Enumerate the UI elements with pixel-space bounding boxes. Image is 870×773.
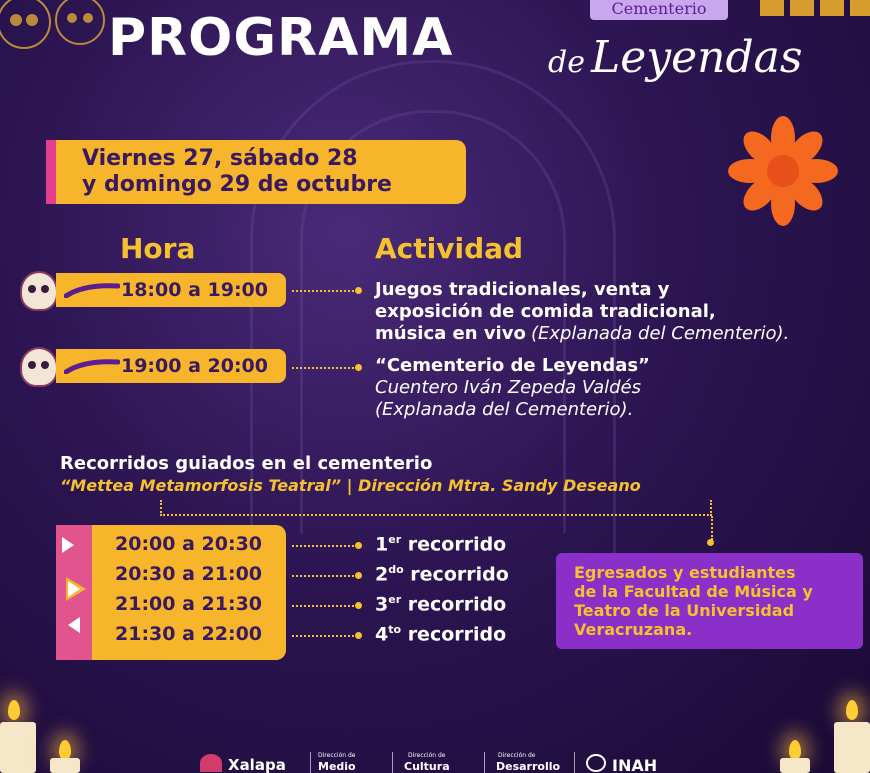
tour-text-4: recorrido xyxy=(407,623,507,646)
tour-label-1 xyxy=(375,533,506,555)
credit-line-4: Veracruzana. xyxy=(574,620,693,639)
column-header-hora: Hora xyxy=(120,232,196,265)
event-dates-line1: Viernes 27, sábado 28 xyxy=(82,146,358,171)
footer-logo-medio: Medio xyxy=(318,760,356,773)
leader-dots xyxy=(292,367,354,369)
triangle-arrow-icon xyxy=(56,525,92,660)
xalapa-logo-icon xyxy=(200,754,222,772)
column-header-actividad: Actividad xyxy=(375,232,524,265)
tours-section-heading: Recorridos guiados en el cementerio xyxy=(60,453,433,474)
footer-logo-cultura: Cultura xyxy=(404,760,450,773)
tour-text-2: recorrido xyxy=(410,563,509,586)
bullet-point xyxy=(355,572,362,579)
tour-number-2: 2 xyxy=(375,563,389,586)
activity-1-location: (Explanada del Cementerio). xyxy=(530,323,790,344)
tour-number-3: 3 xyxy=(375,593,389,616)
tour-ordinal-2: do xyxy=(388,563,404,576)
schedule-time-2 xyxy=(56,349,286,383)
footer-logo-3-small: Dirección de xyxy=(408,752,446,759)
event-dates-line2: y domingo 29 de octubre xyxy=(82,172,392,197)
footer-separator xyxy=(310,752,311,773)
sugar-skull-decoration-icon xyxy=(0,0,105,72)
tour-time-3: 21:00 a 21:30 xyxy=(115,593,263,615)
brand-script-word: Leyendas xyxy=(590,32,803,83)
bullet-point xyxy=(355,364,362,371)
tour-text-3: recorrido xyxy=(407,593,507,616)
tours-section-subheading: “Mettea Metamorfosis Teatral” | Dirección Mtra. Sandy Deseano xyxy=(60,476,641,495)
brand-script-prefix: de xyxy=(548,45,585,80)
footer-separator xyxy=(574,752,575,773)
tour-time-4: 21:30 a 22:00 xyxy=(115,623,263,645)
footer-logo-desarrollo: Desarrollo xyxy=(496,760,561,773)
candle-icon xyxy=(50,740,80,773)
schedule-row-2-skull xyxy=(20,347,60,387)
tour-label-3 xyxy=(375,593,506,615)
footer-logo-2-small: Dirección de xyxy=(318,752,356,759)
schedule-time-1 xyxy=(56,273,286,307)
candle-icon xyxy=(834,700,870,773)
tour-ordinal-3: er xyxy=(388,593,402,606)
tour-label-2 xyxy=(375,563,509,585)
leader-dots xyxy=(292,290,354,292)
activity-2-performer: Cuentero Iván Zepeda Valdés xyxy=(375,377,642,398)
schedule-time-2-text: 19:00 a 20:00 xyxy=(120,355,268,377)
credit-line-1: Egresados y estudiantes xyxy=(574,563,796,582)
inah-logo-icon xyxy=(586,754,606,772)
activity-1-line2: exposición de comida tradicional, xyxy=(375,301,716,322)
leader-dots xyxy=(292,605,354,607)
activity-1-line3: música en vivo xyxy=(375,323,526,344)
tour-time-1: 20:00 a 20:30 xyxy=(115,533,263,555)
bullet-point xyxy=(355,542,362,549)
brand-script-title xyxy=(548,32,802,83)
footer-logos xyxy=(200,750,680,773)
tours-panel-strip xyxy=(56,525,92,660)
tour-number-4: 4 xyxy=(375,623,389,646)
candle-icon xyxy=(780,740,810,773)
credit-box xyxy=(556,553,863,649)
bullet-point xyxy=(355,287,362,294)
leader-dots xyxy=(292,575,354,577)
brush-stroke-icon xyxy=(64,282,120,298)
credit-connector-line xyxy=(711,516,713,540)
leader-dots xyxy=(292,545,354,547)
bullet-point xyxy=(355,632,362,639)
tour-ordinal-1: er xyxy=(388,533,402,546)
activity-2-location: (Explanada del Cementerio). xyxy=(375,399,634,420)
skull-icon xyxy=(20,347,58,387)
tour-number-1: 1 xyxy=(375,533,389,556)
tours-connector-line xyxy=(160,500,712,516)
footer-separator xyxy=(392,752,393,773)
page-title: PROGRAMA xyxy=(108,8,454,68)
tour-text-1: recorrido xyxy=(407,533,507,556)
activity-2-title: “Cementerio de Leyendas” xyxy=(375,355,650,376)
footer-separator xyxy=(484,752,485,773)
credit-line-2: de la Facultad de Música y xyxy=(574,582,813,601)
candle-icon xyxy=(0,700,40,773)
activity-1-line1: Juegos tradicionales, venta y xyxy=(375,279,670,300)
tour-label-4 xyxy=(375,623,506,645)
footer-logo-inah: INAH xyxy=(612,756,658,773)
marigold-flower-icon xyxy=(728,116,838,226)
tour-time-2: 20:30 a 21:00 xyxy=(115,563,263,585)
skull-icon xyxy=(20,271,58,311)
footer-logo-xalapa: Xalapa xyxy=(228,756,286,773)
credit-line-3: Teatro de la Universidad xyxy=(574,601,795,620)
bullet-point xyxy=(707,539,714,546)
brush-stroke-icon xyxy=(64,358,120,374)
leader-dots xyxy=(292,635,354,637)
papel-picado-icon xyxy=(760,0,870,16)
tour-ordinal-4: to xyxy=(388,623,402,636)
schedule-time-1-text: 18:00 a 19:00 xyxy=(120,279,268,301)
brand-tag: Cementerio xyxy=(590,0,728,20)
footer-logo-4-small: Dirección de xyxy=(498,752,536,759)
bullet-point xyxy=(355,602,362,609)
schedule-row-1-skull xyxy=(20,271,60,311)
schedule-activity-2 xyxy=(375,355,865,421)
schedule-activity-1 xyxy=(375,279,865,345)
event-dates-banner xyxy=(46,140,466,204)
